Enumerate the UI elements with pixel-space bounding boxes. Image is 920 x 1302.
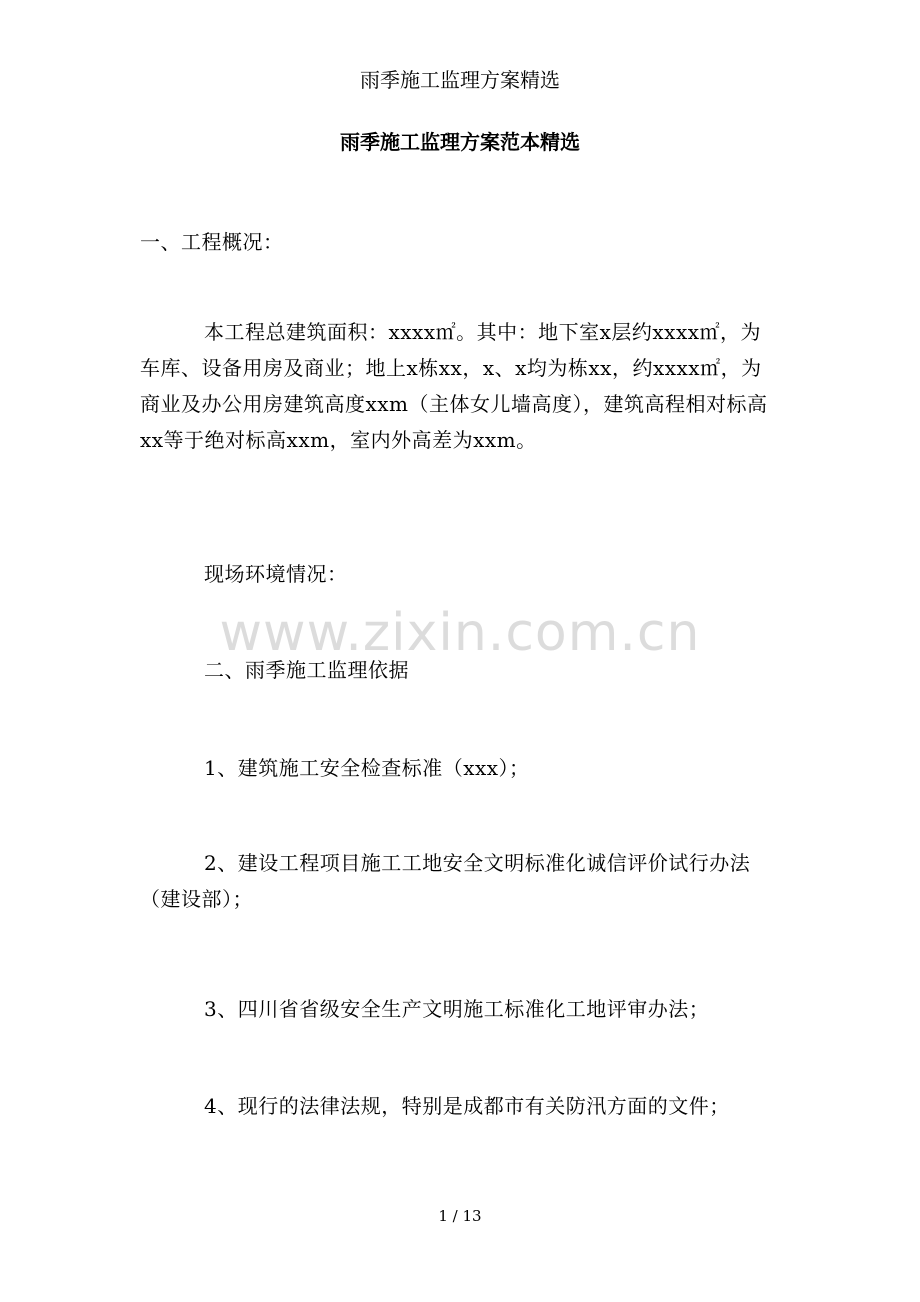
section-heading-basis: 二、雨季施工监理依据	[204, 658, 409, 682]
basis-list-item: 2、建设工程项目施工工地安全文明标准化诚信评价试行办法（建设部）；	[140, 851, 751, 911]
basis-list-item: 3、四川省省级安全生产文明施工标准化工地评审办法；	[204, 997, 710, 1021]
document-title: 雨季施工监理方案范本精选	[340, 130, 580, 154]
site-conditions-paragraph: 现场环境情况：	[204, 562, 348, 586]
watermark: www.zixin.com.cn	[219, 603, 701, 663]
basis-list-item: 4、现行的法律法规，特别是成都市有关防汛方面的文件；	[204, 1094, 730, 1118]
overview-paragraph: 本工程总建筑面积：xxxx㎡。其中：地下室x层约xxxx㎡，为车库、设备用房及商业；地上x栋xx，x、x均为栋xx，约xxxx㎡，为商业及办公用房建筑高度xxm（主体女儿墙高度），建筑高程相对标高xx等于绝对标高xxm，室内外高差为xxm。	[140, 320, 768, 452]
running-header: 雨季施工监理方案精选	[360, 68, 560, 92]
page-number: 1 / 13	[438, 1207, 482, 1225]
section-heading-overview: 一、工程概况：	[140, 230, 284, 254]
basis-list-item: 1、建筑施工安全检查标准（xxx）；	[204, 756, 530, 780]
